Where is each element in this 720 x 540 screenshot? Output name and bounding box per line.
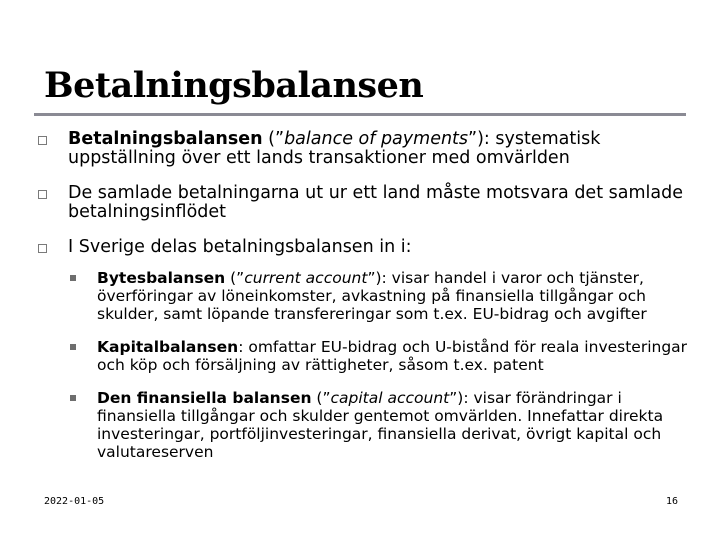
sub-bullet-bytesbalansen: [70, 269, 690, 323]
bullet-item-payments: [38, 184, 688, 222]
hollow-square-bullet-icon: [38, 244, 47, 253]
sub-bullet-text: : omfattar EU-bidrag och U-bistånd för reala investeringar och köp och försäljning av rättigheter, såsom t.ex. patent: [97, 338, 688, 374]
bullet-item-balance-of-payments: [38, 130, 688, 168]
bullet-text: systematisk uppställning över ett lands transaktioner med omvärlden: [68, 129, 601, 168]
paren-close: ”):: [468, 129, 496, 149]
title-divider: [34, 113, 686, 116]
term-kapitalbalansen: Kapitalbalansen: [97, 338, 239, 356]
sub-bullet-finansiella-balansen: [70, 389, 690, 461]
bullet-text: I Sverige delas betalningsbalansen in i:: [68, 237, 412, 257]
slide-body: [38, 130, 688, 476]
paren-open: (”: [311, 389, 331, 407]
term-betalningsbalansen: Betalningsbalansen: [68, 129, 263, 149]
sub-bullet-kapitalbalansen: [70, 338, 690, 374]
bullet-item-sweden: [38, 238, 688, 257]
page-number: 16: [665, 496, 678, 507]
sub-bullet-text: visar handel i varor och tjänster, överföringar av löneinkomster, avkastning på finansiella tillgångar och skulder, samt löpande transfereringar som t.ex. EU-bidrag och avgifter: [97, 269, 647, 323]
filled-square-bullet-icon: [70, 344, 76, 350]
term-english: capital account: [330, 389, 450, 407]
hollow-square-bullet-icon: [38, 136, 47, 145]
slide-title: Betalningsbalansen: [44, 65, 424, 106]
hollow-square-bullet-icon: [38, 190, 47, 199]
paren-close: ”):: [449, 389, 474, 407]
filled-square-bullet-icon: [70, 395, 76, 401]
term-finansiella-balansen: Den finansiella balansen: [97, 389, 312, 407]
paren-close: ”):: [367, 269, 392, 287]
filled-square-bullet-icon: [70, 275, 76, 281]
paren-open: (”: [225, 269, 245, 287]
sub-bullet-list: [70, 269, 690, 461]
term-bytesbalansen: Bytesbalansen: [97, 269, 226, 287]
term-english: balance of payments: [284, 129, 469, 149]
footer-date: 2022-01-05: [44, 496, 105, 507]
sub-bullet-text: visar förändringar i finansiella tillgångar och skulder gentemot omvärlden. Innefattar direkta investeringar, portföljinvesteringar, finansiella derivat, övrigt kapital och valutareserven: [97, 389, 664, 461]
term-english: current account: [244, 269, 368, 287]
paren-open: (”: [262, 129, 285, 149]
bullet-text: De samlade betalningarna ut ur ett land måste motsvara det samlade betalningsinflödet: [68, 183, 683, 222]
